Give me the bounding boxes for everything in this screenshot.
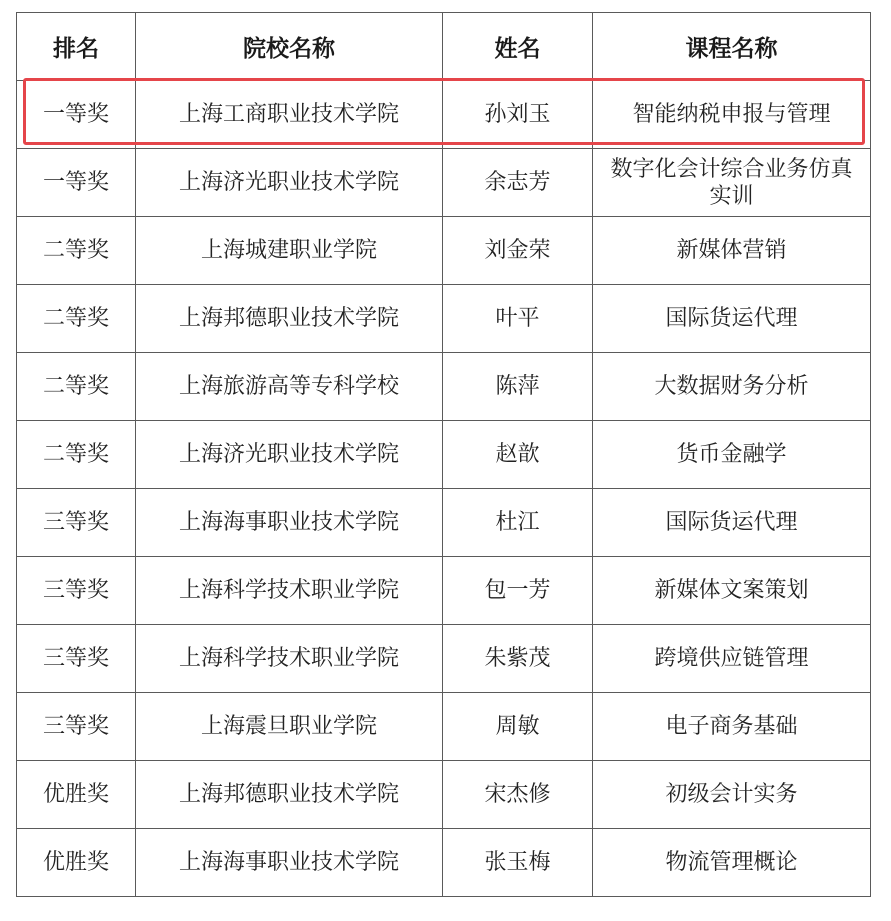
cell-rank: 三等奖 (17, 489, 136, 557)
cell-course: 智能纳税申报与管理 (593, 81, 871, 149)
cell-name: 陈萍 (443, 353, 593, 421)
cell-rank: 二等奖 (17, 285, 136, 353)
cell-course: 跨境供应链管理 (593, 625, 871, 693)
cell-name: 刘金荣 (443, 217, 593, 285)
cell-name: 周敏 (443, 693, 593, 761)
table-row (17, 149, 871, 217)
cell-school: 上海旅游高等专科学校 (136, 353, 443, 421)
cell-rank: 二等奖 (17, 421, 136, 489)
cell-course: 大数据财务分析 (593, 353, 871, 421)
header-name: 姓名 (443, 13, 593, 81)
cell-name: 朱紫茂 (443, 625, 593, 693)
cell-rank: 二等奖 (17, 217, 136, 285)
table-row (17, 625, 871, 693)
cell-school: 上海科学技术职业学院 (136, 557, 443, 625)
cell-course: 新媒体营销 (593, 217, 871, 285)
cell-name: 叶平 (443, 285, 593, 353)
cell-school: 上海邦德职业技术学院 (136, 285, 443, 353)
table-row (17, 489, 871, 557)
cell-name: 宋杰修 (443, 761, 593, 829)
cell-course: 国际货运代理 (593, 285, 871, 353)
cell-rank: 三等奖 (17, 625, 136, 693)
table-header (17, 13, 871, 81)
header-row (17, 13, 871, 81)
cell-rank: 三等奖 (17, 693, 136, 761)
cell-course: 数字化会计综合业务仿真实训 (593, 149, 871, 217)
cell-name: 杜江 (443, 489, 593, 557)
cell-name: 孙刘玉 (443, 81, 593, 149)
cell-course: 货币金融学 (593, 421, 871, 489)
table-row (17, 217, 871, 285)
table-row (17, 829, 871, 897)
cell-course: 新媒体文案策划 (593, 557, 871, 625)
cell-school: 上海济光职业技术学院 (136, 149, 443, 217)
awards-table (16, 12, 871, 897)
table-row (17, 353, 871, 421)
table-row (17, 693, 871, 761)
cell-name: 张玉梅 (443, 829, 593, 897)
cell-school: 上海海事职业技术学院 (136, 829, 443, 897)
cell-school: 上海济光职业技术学院 (136, 421, 443, 489)
table-row (17, 421, 871, 489)
cell-course: 初级会计实务 (593, 761, 871, 829)
table-row (17, 81, 871, 149)
cell-school: 上海震旦职业学院 (136, 693, 443, 761)
table-body (17, 81, 871, 897)
cell-rank: 一等奖 (17, 81, 136, 149)
cell-course: 物流管理概论 (593, 829, 871, 897)
cell-school: 上海工商职业技术学院 (136, 81, 443, 149)
cell-rank: 优胜奖 (17, 761, 136, 829)
header-rank: 排名 (17, 13, 136, 81)
cell-rank: 二等奖 (17, 353, 136, 421)
table-row (17, 761, 871, 829)
cell-course: 国际货运代理 (593, 489, 871, 557)
cell-name: 赵歆 (443, 421, 593, 489)
header-school: 院校名称 (136, 13, 443, 81)
cell-name: 余志芳 (443, 149, 593, 217)
cell-rank: 一等奖 (17, 149, 136, 217)
table-row (17, 557, 871, 625)
table-row (17, 285, 871, 353)
cell-school: 上海城建职业学院 (136, 217, 443, 285)
cell-course: 电子商务基础 (593, 693, 871, 761)
cell-name: 包一芳 (443, 557, 593, 625)
cell-school: 上海海事职业技术学院 (136, 489, 443, 557)
cell-school: 上海科学技术职业学院 (136, 625, 443, 693)
header-course: 课程名称 (593, 13, 871, 81)
cell-rank: 优胜奖 (17, 829, 136, 897)
cell-rank: 三等奖 (17, 557, 136, 625)
cell-school: 上海邦德职业技术学院 (136, 761, 443, 829)
